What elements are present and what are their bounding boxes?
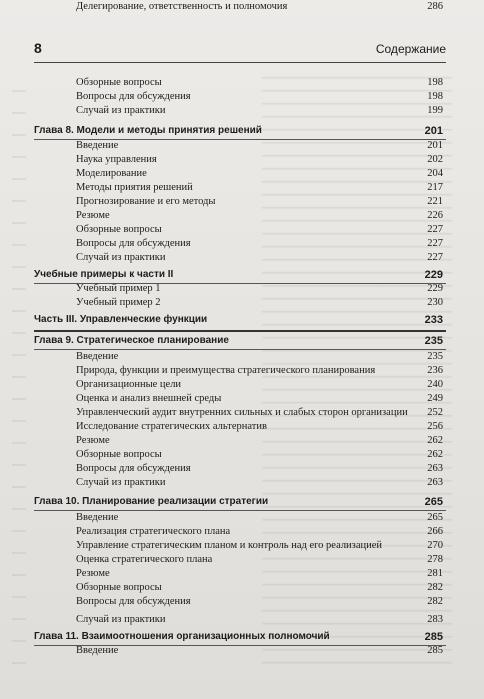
toc-page: 278 xyxy=(427,554,443,565)
toc-page: 252 xyxy=(427,407,443,418)
toc-page: 217 xyxy=(427,182,443,193)
toc-entry xyxy=(76,539,443,553)
toc-page: 265 xyxy=(424,496,443,508)
toc-entry xyxy=(76,167,443,181)
toc-section xyxy=(34,268,443,282)
toc-label: Управление стратегическим планом и контроль над его реализацией xyxy=(76,540,383,551)
toc-page: 240 xyxy=(427,379,443,390)
toc-entry xyxy=(76,296,443,310)
toc-label: Оценка и анализ внешней среды xyxy=(76,393,222,404)
toc-label: Обзорные вопросы xyxy=(76,77,162,88)
toc-page: 226 xyxy=(427,210,443,221)
toc-entry xyxy=(76,181,443,195)
toc-entry xyxy=(76,462,443,476)
toc-label: Глава 11. Взаимоотношения организационных полномочий xyxy=(34,631,330,642)
toc-label: Введение xyxy=(76,140,119,151)
toc-label: Часть III. Управленческие функции xyxy=(34,314,208,325)
toc-entry xyxy=(76,90,443,104)
toc-label: Обзорные вопросы xyxy=(76,449,162,460)
toc-label: Введение xyxy=(76,645,119,656)
toc-page: 198 xyxy=(427,91,443,102)
toc-page: 282 xyxy=(427,582,443,593)
toc-label: Оценка стратегического плана xyxy=(76,554,213,565)
toc-label: Случай из практики xyxy=(76,252,166,263)
toc-page: 266 xyxy=(427,526,443,537)
toc-page: 204 xyxy=(427,168,443,179)
toc-label: Наука управления xyxy=(76,154,157,165)
toc-page: 235 xyxy=(427,351,443,362)
toc-entry xyxy=(76,511,443,525)
toc-page: 235 xyxy=(424,335,443,347)
toc-label: Организационные цели xyxy=(76,379,182,390)
toc-entry xyxy=(76,406,443,420)
toc-entry xyxy=(76,237,443,251)
toc-entry xyxy=(76,139,443,153)
toc-label: Природа, функции и преимущества стратегического планирования xyxy=(76,365,376,376)
toc-page: 221 xyxy=(427,196,443,207)
toc-label: Моделирование xyxy=(76,168,147,179)
toc-page: 281 xyxy=(427,568,443,579)
toc-part xyxy=(34,313,443,327)
toc-label: Реализация стратегического плана xyxy=(76,526,231,537)
toc-entry xyxy=(76,595,443,609)
toc-entry xyxy=(76,581,443,595)
toc-entry xyxy=(76,553,443,567)
toc-label: Вопросы для обсуждения xyxy=(76,238,191,249)
toc-page: 263 xyxy=(427,477,443,488)
toc-chapter xyxy=(34,630,443,644)
toc-chapter xyxy=(34,495,443,509)
toc-label: Обзорные вопросы xyxy=(76,582,162,593)
toc-label: Резюме xyxy=(76,210,110,221)
toc-label: Случай из практики xyxy=(76,105,166,116)
toc-label: Прогнозирование и его методы xyxy=(76,196,216,207)
toc-label: Учебный пример 2 xyxy=(76,297,161,308)
toc-page: 201 xyxy=(427,140,443,151)
toc-page: 202 xyxy=(427,154,443,165)
toc-entry xyxy=(76,223,443,237)
toc-page: 249 xyxy=(427,393,443,404)
toc-page: 229 xyxy=(427,283,443,294)
toc-entry xyxy=(76,420,443,434)
toc-page: 227 xyxy=(427,224,443,235)
toc-page: 262 xyxy=(427,449,443,460)
toc-label: Управленческий аудит внутренних сильных и слабых сторон организации xyxy=(76,407,408,418)
toc-label: Случай из практики xyxy=(76,614,166,625)
running-title: Содержание xyxy=(375,42,446,56)
toc-page: 286 xyxy=(427,1,443,12)
toc-entry xyxy=(76,434,443,448)
toc-page: 285 xyxy=(427,645,443,656)
toc-entry xyxy=(76,153,443,167)
toc-page: 227 xyxy=(427,252,443,263)
toc-entry xyxy=(76,378,443,392)
toc-page: 236 xyxy=(427,365,443,376)
toc-page: 282 xyxy=(427,596,443,607)
toc-label: Делегирование, ответственность и полномочия xyxy=(76,1,288,12)
toc-label: Глава 10. Планирование реализации стратегии xyxy=(34,496,269,507)
toc-page: 199 xyxy=(427,105,443,116)
toc-page: 229 xyxy=(424,269,443,281)
toc-page: 263 xyxy=(427,463,443,474)
toc-label: Введение xyxy=(76,512,119,523)
toc-page: 270 xyxy=(427,540,443,551)
toc-entry xyxy=(76,525,443,539)
toc-entry xyxy=(76,0,443,14)
toc-page: 256 xyxy=(427,421,443,432)
toc-entry xyxy=(76,76,443,90)
toc-entry xyxy=(76,613,443,627)
toc-label: Учебный пример 1 xyxy=(76,283,161,294)
toc-label: Методы приятия решений xyxy=(76,182,193,193)
toc-page: 230 xyxy=(427,297,443,308)
toc-entry xyxy=(76,251,443,265)
toc-chapter xyxy=(34,334,443,348)
toc-label: Учебные примеры к части II xyxy=(34,269,174,280)
toc-label: Глава 9. Стратегическое планирование xyxy=(34,335,229,346)
toc-label: Обзорные вопросы xyxy=(76,224,162,235)
toc-page: 283 xyxy=(427,614,443,625)
toc-label: Резюме xyxy=(76,568,110,579)
toc-label: Вопросы для обсуждения xyxy=(76,91,191,102)
page-number: 8 xyxy=(34,40,42,56)
toc-label: Резюме xyxy=(76,435,110,446)
toc-label: Введение xyxy=(76,351,119,362)
toc-page: 262 xyxy=(427,435,443,446)
toc-label: Глава 8. Модели и методы принятия решений xyxy=(34,125,262,136)
toc-entry xyxy=(76,104,443,118)
toc-entry xyxy=(76,195,443,209)
toc-entry xyxy=(76,364,443,378)
toc-page: 201 xyxy=(424,125,443,137)
toc-entry xyxy=(76,209,443,223)
toc-entry xyxy=(76,392,443,406)
toc-entry xyxy=(76,644,443,658)
toc-entry xyxy=(76,282,443,296)
heading-rule xyxy=(34,330,446,332)
toc-label: Исследование стратегических альтернатив xyxy=(76,421,267,432)
toc-entry xyxy=(76,350,443,364)
toc-label: Вопросы для обсуждения xyxy=(76,463,191,474)
toc-entry xyxy=(76,567,443,581)
toc-chapter xyxy=(34,124,443,138)
toc-page: 265 xyxy=(427,512,443,523)
toc-label: Вопросы для обсуждения xyxy=(76,596,191,607)
toc-entry xyxy=(76,476,443,490)
toc-page: 198 xyxy=(427,77,443,88)
toc-entry xyxy=(76,448,443,462)
toc-page: 285 xyxy=(424,631,443,643)
toc-page: 227 xyxy=(427,238,443,249)
toc-label: Случай из практики xyxy=(76,477,166,488)
toc-page: 233 xyxy=(424,314,443,326)
